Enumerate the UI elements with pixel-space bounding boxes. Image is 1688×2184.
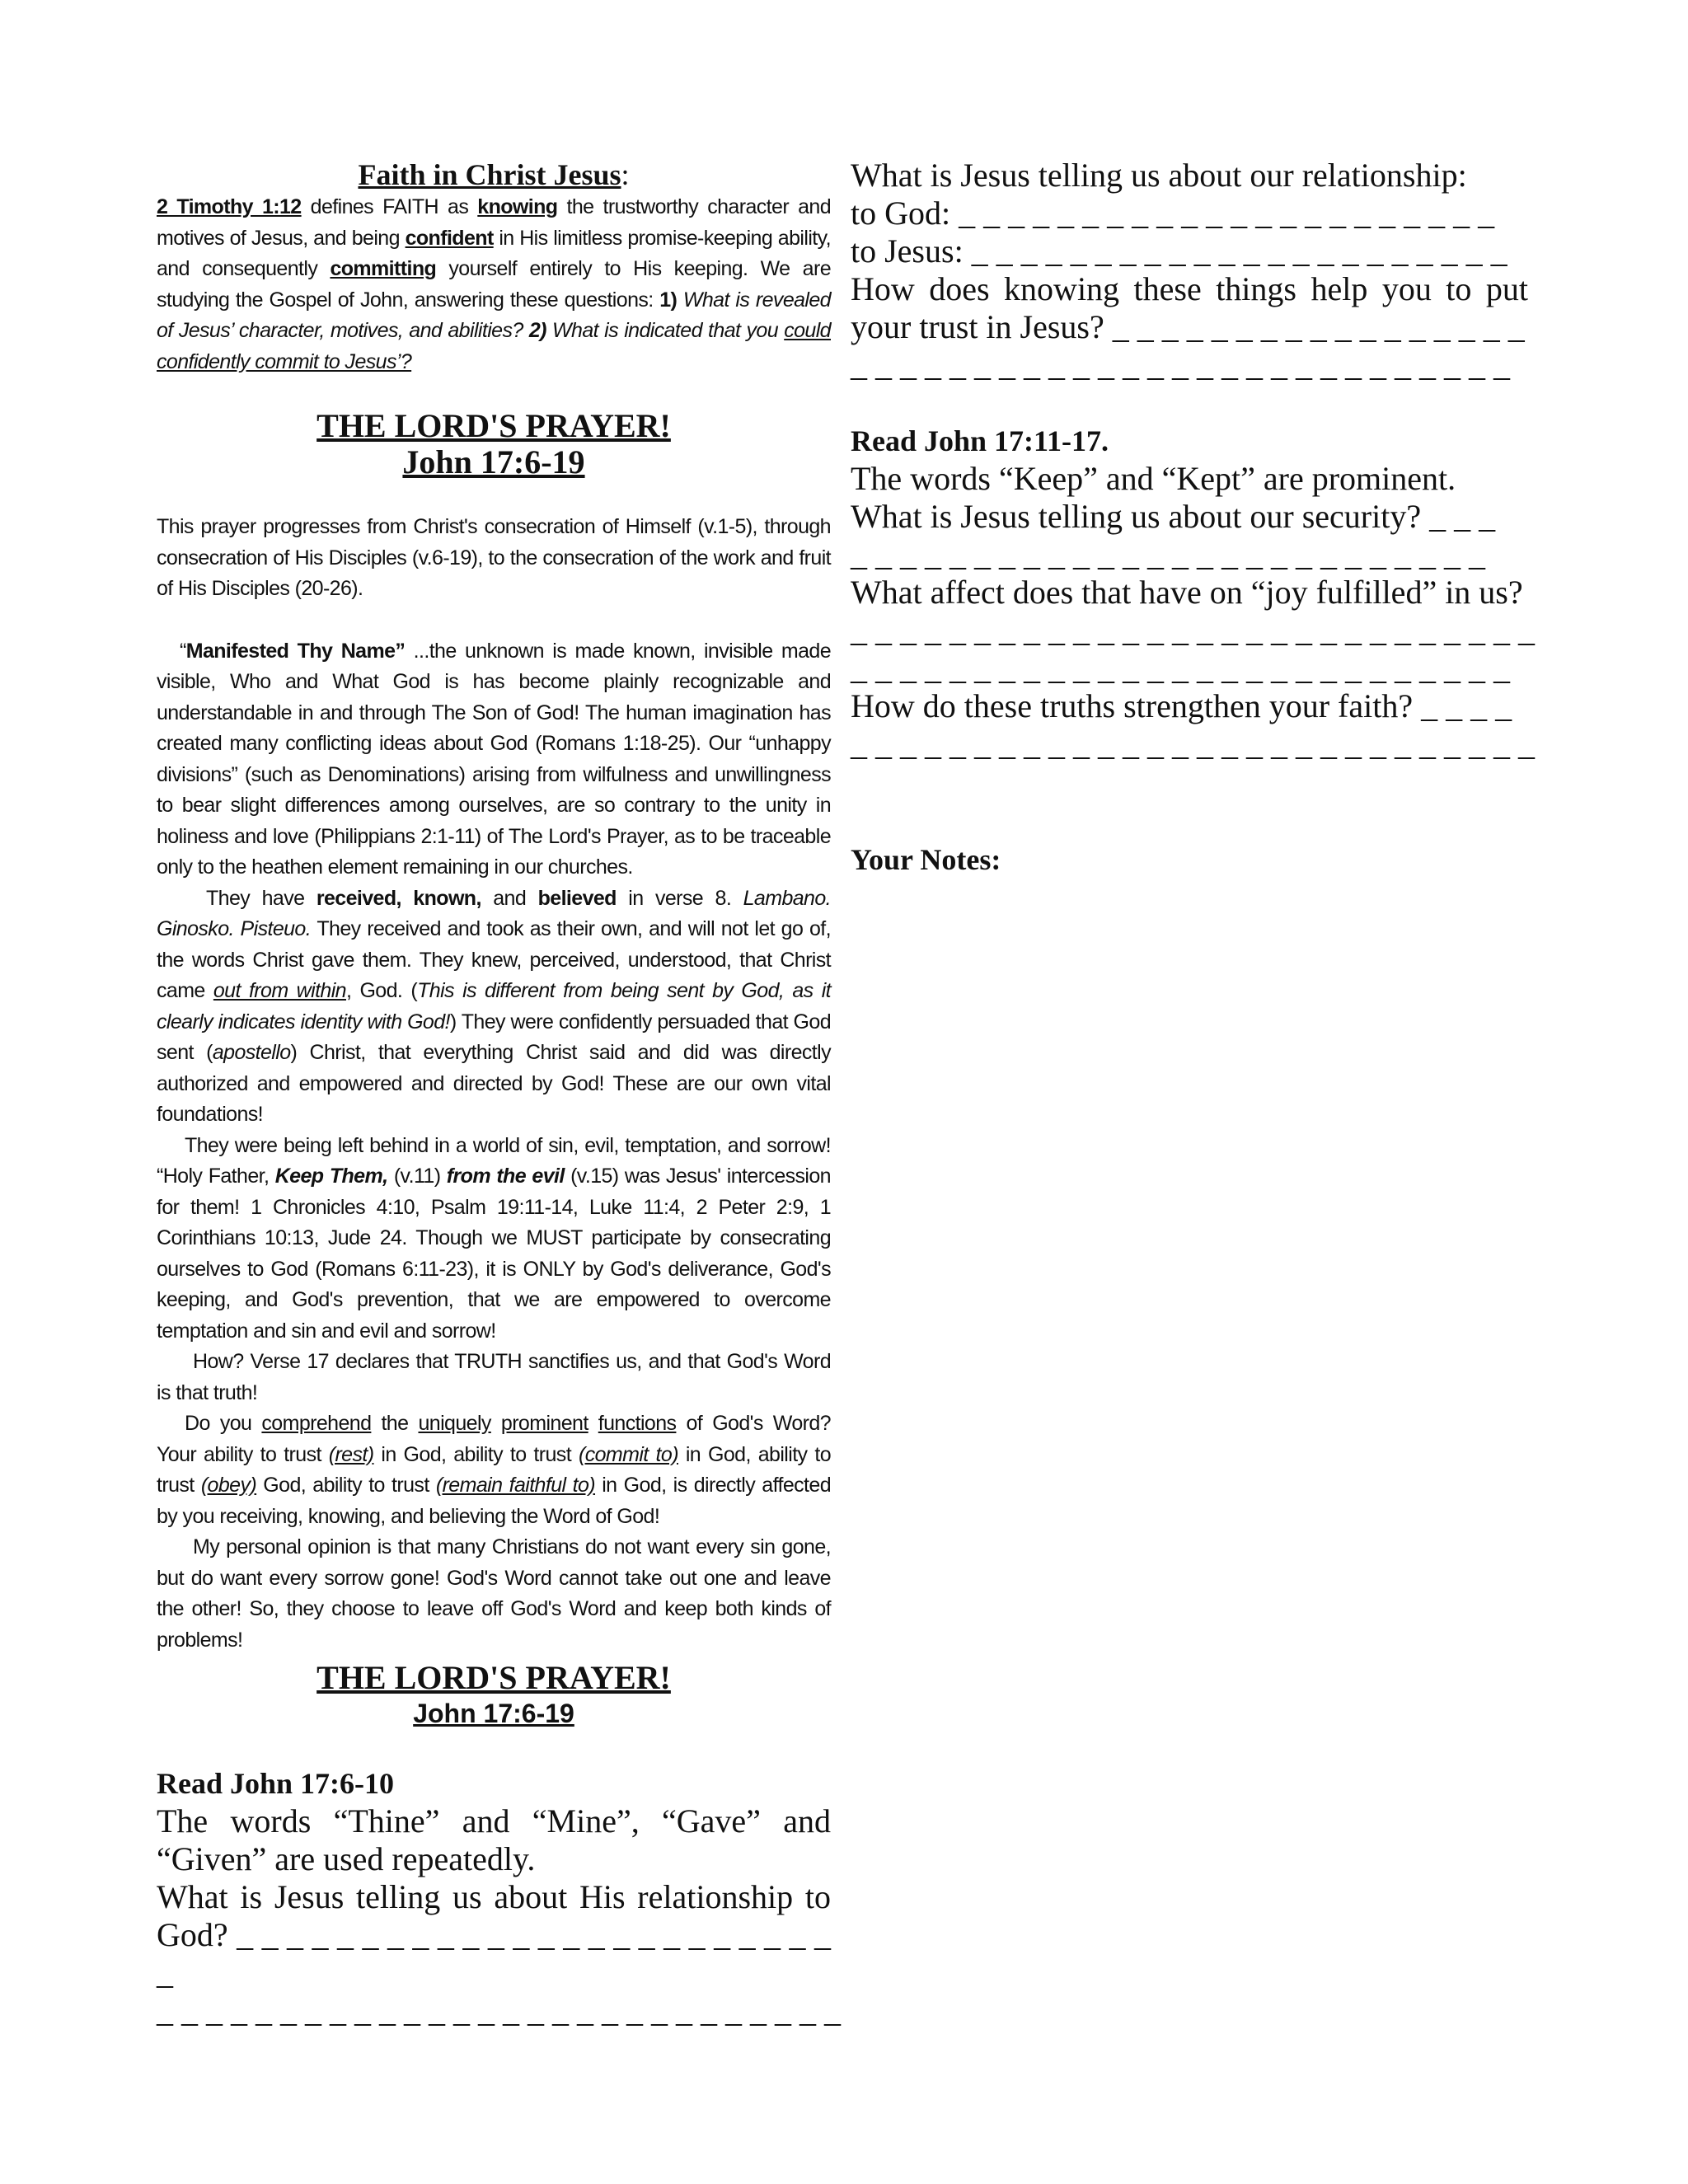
intro-text-1: defines FAITH as (301, 195, 478, 218)
received-f: Lambano. Ginosko. Pisteuo. (157, 886, 832, 940)
heading-2-line-1: THE LORD'S PRAYER! (316, 1659, 671, 1696)
left-b: Keep Them, (274, 1165, 388, 1188)
comp-h: functions (598, 1412, 677, 1435)
intro-committing: committing (330, 257, 437, 280)
comp-g (588, 1412, 598, 1435)
section-a-line-3: _ _ _ _ _ _ _ _ _ _ _ _ _ _ _ _ _ _ _ _ _ _ _ _ _ _ _ _ (157, 1992, 841, 2029)
intro-text-2: the trustworthy character and motives of Jesus, and being (157, 195, 832, 250)
intro-confident: confident (405, 226, 494, 250)
intro-title (157, 158, 831, 191)
right-a-blank: _ _ _ _ _ _ _ _ _ _ _ _ _ _ _ _ _ _ _ _ _ _ _ _ _ _ _ (851, 346, 1510, 383)
comp-l: (commit to) (578, 1442, 678, 1466)
right-a-to-god: to God: _ _ _ _ _ _ _ _ _ _ _ _ _ _ _ _ _ _ _ _ _ _ (851, 194, 1495, 232)
right-b-heading: Read John 17:11-17. (851, 424, 1109, 457)
manifest-bold: Manifested Thy Name” (185, 639, 406, 663)
intro-q1-number: 1) (659, 288, 678, 312)
section-read-6-10 (157, 1765, 841, 2030)
heading-1-line-1: THE LORD'S PRAYER! (316, 407, 671, 444)
intro-title-text: Faith in Christ Jesus (358, 158, 621, 191)
heading-2-line-2: John 17:6-19 (413, 1699, 574, 1728)
received-a: They have (206, 886, 316, 910)
comp-p: (remain faithful to) (435, 1474, 596, 1497)
left-column (157, 158, 841, 2030)
received-g: They received and took as their own, and will not let go of, the words Christ gave them. They knew, perceived, understood, that Christ came (157, 917, 831, 1002)
intro-knowing: knowing (477, 195, 558, 218)
intro-text-3: in His limitless promise-keeping ability, and consequently (157, 226, 832, 280)
manifest-open-quote: “ (180, 639, 186, 663)
comp-j: (rest) (328, 1442, 374, 1466)
received-b: received, known, (316, 886, 481, 910)
comp-d: uniquely (418, 1412, 491, 1435)
right-b-line-1: The words “Keep” and “Kept” are prominent. (851, 460, 1456, 497)
received-c: and (481, 886, 538, 910)
paragraph-progress: This prayer progresses from Christ's consecration of Himself (v.1-5), through consecration of His Disciples (v.6-19), to the consecration of the work and fruit of His Disciples (20-26). (157, 515, 831, 600)
comp-i: of God's Word? Your ability to trust (157, 1412, 831, 1466)
comp-f: prominent (500, 1412, 588, 1435)
intro-q1: What is revealed of Jesus’ character, motives, and abilities? (157, 288, 831, 342)
right-b-line-7: How do these truths strengthen your faith? _ _ _ _ (851, 687, 1512, 724)
intro-title-colon: : (621, 158, 630, 191)
section-a-line-2: What is Jesus telling us about His relationship to God? _ _ _ _ _ _ _ _ _ _ _ _ _ _ _ _ _ _ _ _ _ _ _ _ _ (157, 1878, 831, 1991)
right-a-how: How does knowing these things help you to put your trust in Jesus? _ _ _ _ _ _ _ _ _ _ _ _ _ _ _ _ _ (851, 270, 1528, 345)
received-e: in verse 8. (616, 886, 743, 910)
right-a-question: What is Jesus telling us about our relationship: (851, 157, 1467, 194)
comp-k: in God, ability to trust (373, 1442, 579, 1466)
comp-e (491, 1412, 501, 1435)
comp-b: comprehend (261, 1412, 372, 1435)
paragraph-received (157, 883, 831, 1131)
heading-1-line-2: John 17:6-19 (402, 443, 585, 480)
received-k: ) They were confidently persuaded that God sent ( (157, 1010, 831, 1064)
right-a-to-jesus: to Jesus: _ _ _ _ _ _ _ _ _ _ _ _ _ _ _ _ _ _ _ _ _ _ (851, 232, 1507, 269)
received-j: This is different from being sent by God, as it clearly indicates identity with God! (157, 979, 831, 1033)
received-l: apostello (212, 1041, 291, 1064)
comp-q: in God, is directly affected by you receiving, knowing, and believing the Word of God! (157, 1474, 832, 1528)
paragraph-opinion: My personal opinion is that many Christians do not want every sin gone, but do want every sorrow gone! God's Word cannot take out one and leave the other! So, they choose to leave off God's Word and keep both kinds of problems! (157, 1535, 831, 1652)
paragraph-left-behind (157, 1131, 831, 1347)
intro-paragraph (157, 192, 831, 377)
right-column (851, 157, 1535, 879)
received-i: , God. ( (345, 979, 418, 1002)
received-d: believed (537, 886, 617, 910)
paragraph-manifest (157, 636, 831, 883)
left-d: from the evil (446, 1165, 565, 1188)
paragraph-comprehend (157, 1408, 831, 1532)
heading-1 (157, 408, 831, 480)
right-b-line-4: What affect does that have on “joy fulfilled” in us? (851, 574, 1523, 611)
comp-m: in God, ability to trust (157, 1442, 831, 1497)
intro-q2-number: 2) (528, 319, 546, 342)
section-a-line-1: The words “Thine” and “Mine”, “Gave” and “Given” are used repeatedly. (157, 1802, 831, 1877)
comp-n: (obey) (200, 1474, 257, 1497)
received-h: out from within (213, 979, 346, 1002)
right-b-line-5: _ _ _ _ _ _ _ _ _ _ _ _ _ _ _ _ _ _ _ _ _ _ _ _ _ _ _ _ (851, 612, 1535, 649)
left-c: (v.11) (387, 1165, 447, 1188)
heading-2 (157, 1659, 831, 1730)
comp-c: the (371, 1412, 419, 1435)
left-e: (v.15) was Jesus' intercession for them! 1 Chronicles 4:10, Psalm 19:11-14, Luke 11:4, 2 Peter 2:9, 1 Corinthians 10:13, Jude 24. Though we MUST participate by consecrating ourselves to God (Romans 6:11-23), it is ONLY by God's deliverance, God's keeping, and God's prevention, that we are empowered to overcome temptation and sin and evil and sorrow! (157, 1165, 831, 1343)
comp-a: Do you (185, 1412, 262, 1435)
right-b-line-8: _ _ _ _ _ _ _ _ _ _ _ _ _ _ _ _ _ _ _ _ _ _ _ _ _ _ _ _ (851, 725, 1535, 762)
intro-q2a: What is indicated that you (546, 319, 785, 342)
intro-ref: 2 Timothy 1:12 (157, 195, 302, 218)
section-read-11-17 (851, 422, 1535, 763)
right-b-line-6: _ _ _ _ _ _ _ _ _ _ _ _ _ _ _ _ _ _ _ _ _ _ _ _ _ _ _ (851, 649, 1510, 687)
comp-o: God, ability to trust (256, 1474, 436, 1497)
paragraph-how: How? Verse 17 declares that TRUTH sanctifies us, and that God's Word is that truth! (157, 1350, 831, 1404)
right-b-line-2: What is Jesus telling us about our security? _ _ _ (851, 498, 1496, 535)
left-a: They were being left behind in a world of sin, evil, temptation, and sorrow! “Holy Father, (157, 1133, 831, 1188)
received-m: ) Christ, that everything Christ said and did was directly authorized and empowered and directed by God! These are our own vital foundations! (157, 1041, 831, 1126)
section-a-heading: Read John 17:6-10 (157, 1767, 395, 1800)
your-notes-label: Your Notes: (851, 843, 1001, 876)
manifest-text: ...the unknown is made known, invisible made visible, Who and What God is has become plainly recognizable and understandable in and through The Son of God! The human imagination has created many conflicting ideas about God (Romans 1:18-25). Our “unhappy divisions” (such as Denominations) arising from wilfulness and unwillingness to bear slight differences among ourselves, are so contrary to the unity in holiness and love (Philippians 2:1-11) of The Lord's Prayer, as to be traceable only to the heathen element remaining in our churches. (157, 639, 831, 879)
right-b-line-3: _ _ _ _ _ _ _ _ _ _ _ _ _ _ _ _ _ _ _ _ _ _ _ _ _ _ (851, 536, 1485, 573)
intro-q2b: could confidently commit to Jesus’? (157, 319, 831, 373)
intro-text-4: yourself entirely to His keeping. We are studying the Gospel of John, answering these questions: (157, 257, 831, 312)
